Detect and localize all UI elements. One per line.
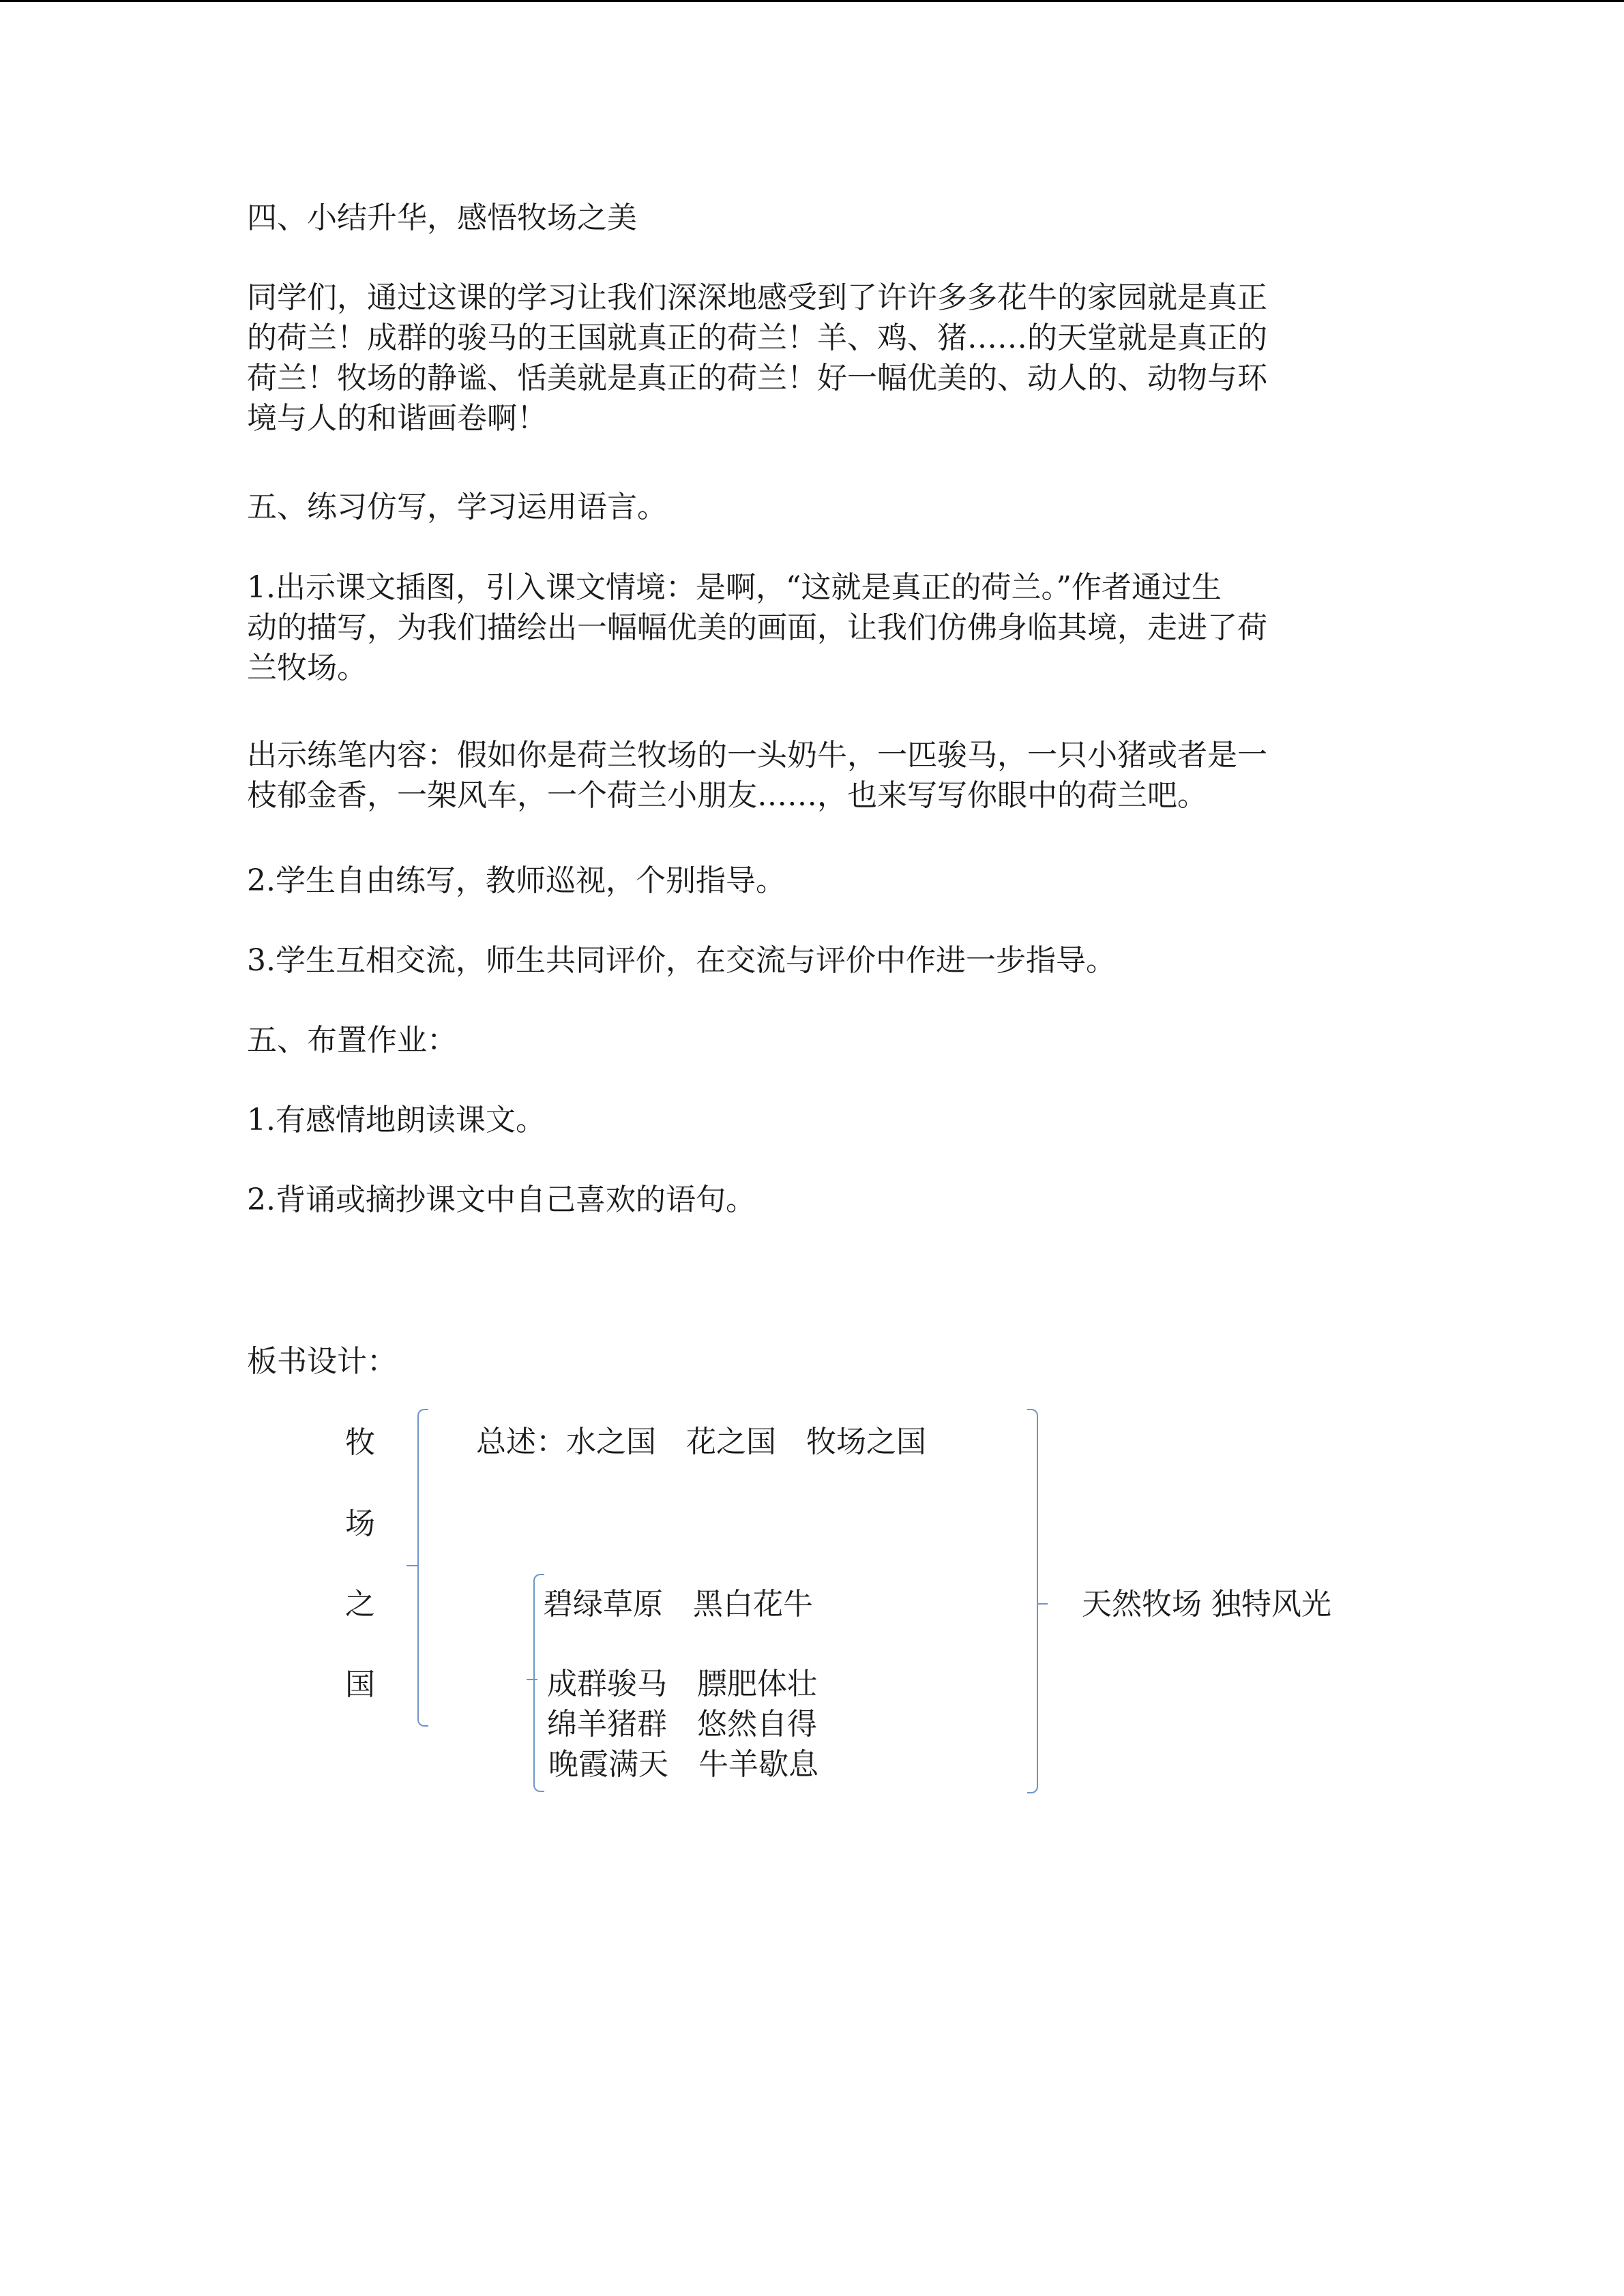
board-summary: 总述：水之国 花之国 牧场之国	[476, 1425, 926, 1459]
board-group-a: 碧绿草原 黑白花牛	[543, 1587, 813, 1622]
paragraph-line: 同学们，通过这课的学习让我们深深地感受到了许许多多花牛的家园就是真正	[247, 280, 1267, 315]
paragraph-line: 的荷兰！成群的骏马的王国就真正的荷兰！羊、鸡、猪……的天堂就是真正的	[247, 320, 1267, 355]
board-conclusion: 天然牧场 独特风光	[1082, 1587, 1331, 1622]
page-top-border	[0, 0, 1624, 2]
board-vertical-char: 国	[345, 1667, 375, 1702]
step-line: 动的描写，为我们描绘出一幅幅优美的画面，让我们仿佛身临其境，走进了荷	[247, 610, 1267, 645]
right-brace-notch	[1037, 1603, 1048, 1605]
section-heading-4: 四、小结升华，感悟牧场之美	[247, 200, 637, 235]
step-line: 兰牧场。	[247, 651, 367, 685]
exercise-line: 出示练笔内容：假如你是荷兰牧场的一头奶牛，一匹骏马，一只小猪或者是一	[247, 738, 1267, 773]
board-vertical-char: 场	[345, 1506, 375, 1541]
board-group-b-line: 成群骏马 膘肥体壮	[547, 1667, 817, 1701]
section-heading-5-practice: 五、练习仿写，学习运用语言。	[247, 490, 667, 524]
left-outer-brace	[417, 1409, 428, 1727]
paragraph-line: 境与人的和谐画卷啊！	[247, 401, 547, 436]
left-outer-brace-notch	[407, 1565, 417, 1566]
board-vertical-char: 之	[345, 1587, 375, 1622]
board-design-title: 板书设计：	[247, 1344, 397, 1379]
homework-item: 1.有感情地朗读课文。	[247, 1103, 546, 1137]
homework-item: 2.背诵或摘抄课文中自己喜欢的语句。	[247, 1182, 756, 1217]
step-line: 2.学生自由练写，教师巡视，个别指导。	[247, 863, 786, 898]
step-line: 3.学生互相交流，师生共同评价，在交流与评价中作进一步指导。	[247, 943, 1116, 978]
exercise-line: 枝郁金香，一架风车，一个荷兰小朋友……，也来写写你眼中的荷兰吧。	[247, 778, 1207, 813]
left-inner-brace-notch	[527, 1679, 537, 1680]
section-heading-5-homework: 五、布置作业：	[247, 1023, 457, 1058]
board-vertical-char: 牧	[345, 1425, 375, 1460]
step-line: 1.出示课文插图，引入课文情境：是啊，“这就是真正的荷兰。”作者通过生	[247, 570, 1222, 605]
paragraph-line: 荷兰！牧场的静谧、恬美就是真正的荷兰！好一幅优美的、动人的、动物与环	[247, 361, 1267, 396]
board-group-b-line: 晚霞满天 牛羊歇息	[548, 1747, 818, 1782]
right-brace	[1027, 1409, 1038, 1793]
board-group-b-line: 绵羊猪群 悠然自得	[547, 1707, 817, 1742]
